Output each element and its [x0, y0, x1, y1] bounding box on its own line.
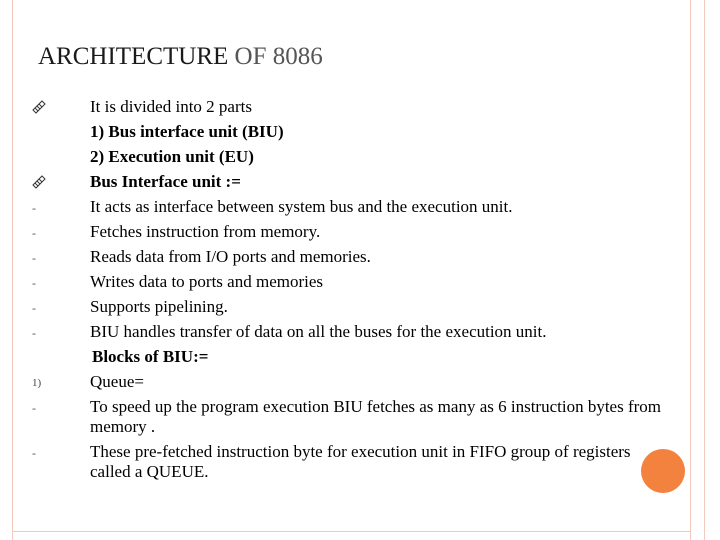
list-item — [0, 121, 720, 146]
slide-content — [0, 96, 720, 486]
bullet-icon — [32, 98, 52, 114]
list-item — [0, 396, 720, 441]
item-text: To speed up the program execution BIU fetches as many as 6 instruction bytes from memory . — [90, 397, 661, 436]
item-text: Queue= — [90, 372, 144, 391]
item-text: Writes data to ports and memories — [90, 272, 324, 291]
item-text: Blocks of BIU:= — [92, 347, 209, 366]
list-item — [0, 371, 720, 396]
list-item — [0, 346, 720, 371]
dash-marker: - — [32, 276, 36, 290]
item-text: Fetches instruction from memory. — [90, 222, 321, 241]
item-text: BIU handles transfer of data on all the buses for the execution unit. — [90, 322, 547, 341]
decorative-orange-circle — [641, 449, 685, 493]
dash-marker: - — [32, 326, 36, 340]
list-item — [0, 146, 720, 171]
item-text: Reads data from I/O ports and memories. — [90, 247, 371, 266]
bullet-icon — [32, 173, 52, 189]
dash-marker: - — [32, 301, 36, 315]
list-item — [0, 296, 720, 321]
list-item — [0, 171, 720, 196]
item-text: It is divided into 2 parts — [90, 97, 252, 116]
item-text: 1) Bus interface unit (BIU) — [90, 122, 284, 141]
item-text: These pre-fetched instruction byte for execution unit in FIFO group of registers called a QUEUE. — [90, 442, 631, 481]
item-text: Bus Interface unit := — [90, 172, 241, 191]
dash-marker: - — [32, 446, 36, 460]
list-item — [0, 196, 720, 221]
list-item — [0, 221, 720, 246]
item-text: 2) Execution unit (EU) — [90, 147, 254, 166]
list-item — [0, 246, 720, 271]
dash-marker: - — [32, 251, 36, 265]
bottom-border-line — [12, 531, 691, 532]
dash-marker: - — [32, 201, 36, 215]
list-item — [0, 271, 720, 296]
list-item — [0, 321, 720, 346]
list-item — [0, 441, 720, 486]
item-text: Supports pipelining. — [90, 297, 228, 316]
title-main: ARCHITECTURE — [38, 43, 229, 70]
dash-marker: - — [32, 401, 36, 415]
title-accent: OF 8086 — [234, 43, 323, 70]
dash-marker: - — [32, 226, 36, 240]
slide-title — [38, 40, 323, 74]
item-text: It acts as interface between system bus and the execution unit. — [90, 197, 513, 216]
number-marker: 1) — [32, 377, 42, 389]
list-item — [0, 96, 720, 121]
